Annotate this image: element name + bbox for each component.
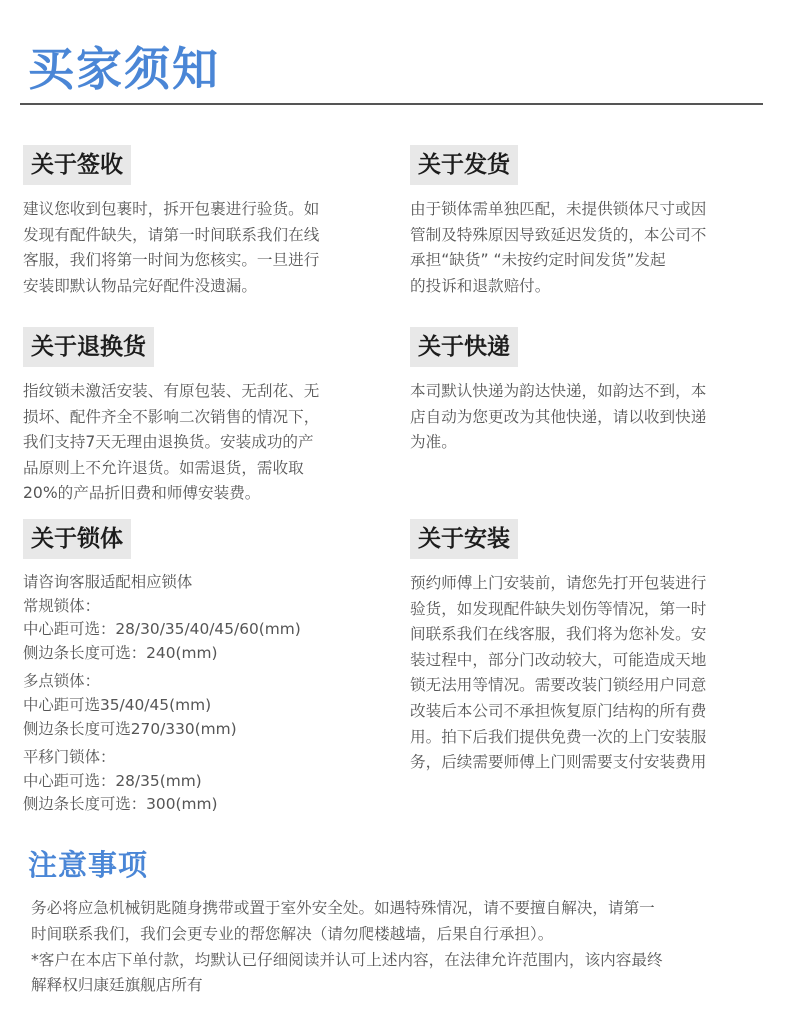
- notice-title: 注意事项: [28, 848, 149, 882]
- section-lock-body: [23, 519, 375, 817]
- section-heading-shipping: 关于发货: [410, 145, 518, 185]
- section-returns: [23, 327, 375, 507]
- section-courier: [410, 327, 762, 456]
- section-heading-sign-for: 关于签收: [23, 145, 131, 185]
- section-body-installation: 预约师傅上门安装前，请您先打开包装进行 验货，如发现配件缺失划伤等情况，第一时 间联系我们在线客服，我们将为您补发。安 装过程中，部分门改动较大，可能造成天地 锁无法用等情况。需要改装门锁经用户同意 改装后本公司不承担恢复原门结构的所有费 用。拍下后我们提供免费一次的上门安装服 务，后续需要师傅上门则需要支付安装费用: [410, 574, 707, 772]
- section-shipping: [410, 145, 762, 299]
- page-title: 买家须知: [28, 42, 220, 96]
- section-heading-returns: 关于退换货: [23, 327, 154, 367]
- lock-spec-line: 请咨询客服适配相应锁体: [23, 573, 193, 591]
- section-heading-courier: 关于快递: [410, 327, 518, 367]
- lock-spec-line: 侧边条长度可选270/330(mm): [23, 719, 237, 738]
- lock-body-spec-list: [23, 571, 375, 817]
- notice-body: 务必将应急机械钥匙随身携带或置于室外安全处。如遇特殊情况，请不要擅自解决，请第一 时间联系我们，我们会更专业的帮您解决（请勿爬楼越墙，后果自行承担）。 *客户在本店下单付款，均默认已仔细阅读并认可上述内容，在法律允许范围内，该内容最终 解释权归康廷旗舰店所有: [31, 899, 663, 995]
- lock-spec-line: 侧边条长度可选：240(mm): [23, 643, 218, 662]
- title-divider: [20, 103, 763, 105]
- section-sign-for: [23, 145, 375, 299]
- section-body-sign-for: 建议您收到包裹时，拆开包裹进行验货。如 发现有配件缺失，请第一时间联系我们在线 客服，我们将第一时间为您核实。一旦进行 安装即默认物品完好配件没遗漏。: [23, 200, 320, 295]
- lock-spec-line: 平移门锁体：: [23, 748, 116, 767]
- lock-spec-line: 侧边条长度可选：300(mm): [23, 795, 218, 814]
- lock-spec-line: 多点锁体：: [23, 672, 100, 691]
- section-heading-installation: 关于安装: [410, 519, 518, 559]
- lock-spec-line: 中心距可选：28/30/35/40/45/60(mm): [23, 620, 301, 639]
- section-installation: [410, 519, 762, 776]
- section-body-courier: 本司默认快递为韵达快递，如韵达不到，本 店自动为您更改为其他快递，请以收到快递 为准。: [410, 382, 707, 452]
- section-body-shipping: 由于锁体需单独匹配，未提供锁体尺寸或因 管制及特殊原因导致延迟发货的，本公司不 承担“缺货” “未按约定时间发货”发起 的投诉和退款赔付。: [410, 200, 707, 295]
- section-heading-lock-body: 关于锁体: [23, 519, 131, 559]
- lock-spec-line: 中心距可选：28/35(mm): [23, 771, 202, 790]
- lock-spec-line: 中心距可选35/40/45(mm): [23, 695, 212, 714]
- section-body-returns: 指纹锁未激活安装、有原包装、无刮花、无 损坏、配件齐全不影响二次销售的情况下， 我们支持7天无理由退换货。安装成功的产 品原则上不允许退货。如需退货，需收取 20%的产品折旧费和师傅安装费。: [23, 382, 320, 503]
- lock-spec-line: 常规锁体：: [23, 596, 100, 615]
